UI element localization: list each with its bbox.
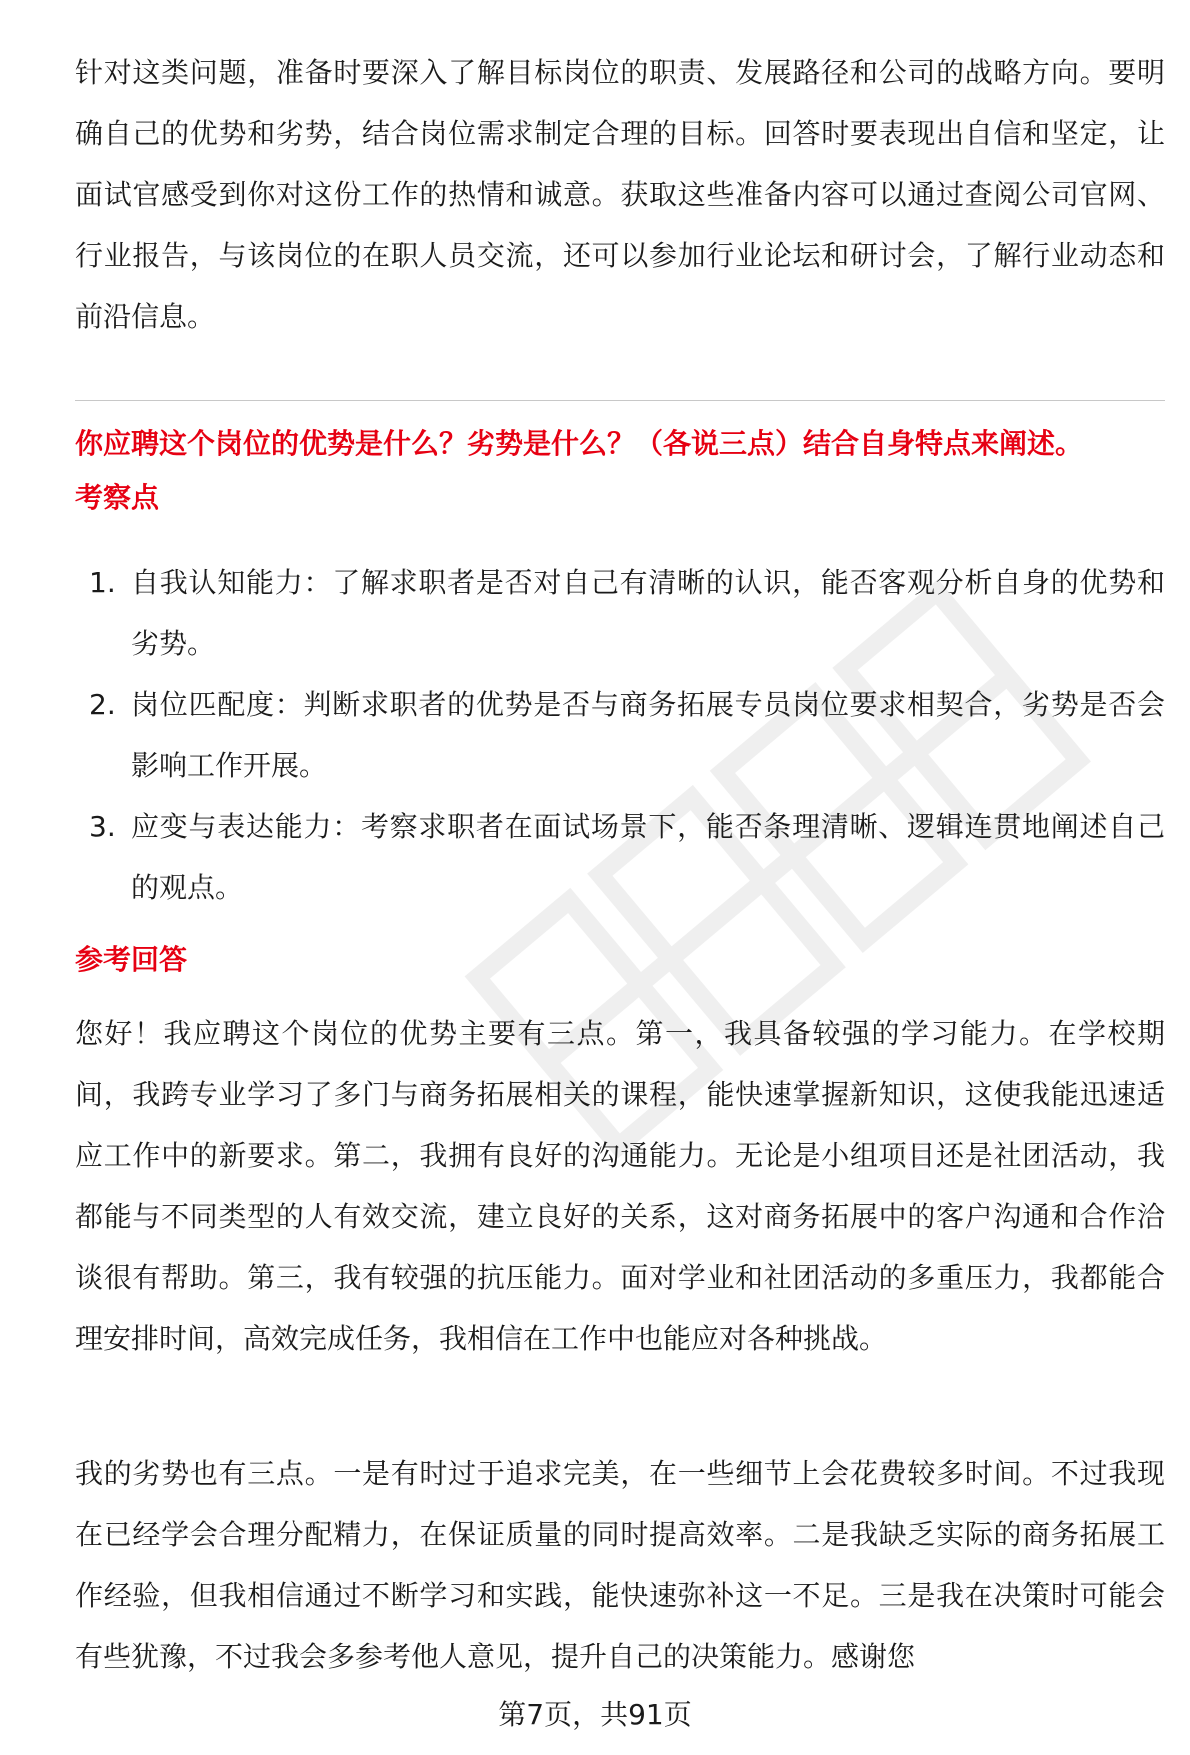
answer-paragraph-strengths: 您好！我应聘这个岗位的优势主要有三点。第一，我具备较强的学习能力。在学校期间，我跨专业学习了多门与商务拓展相关的课程，能快速掌握新知识，这使我能迅速适应工作中的新要求。第二，我拥有良好的沟通能力。无论是小组项目还是社团活动，我都能与不同类型的人有效交流，建立良好的关系，这对商务拓展中的客户沟通和合作洽谈很有帮助。第三，我有较强的抗压能力。面对学业和社团活动的多重压力，我都能合理安排时间，高效完成任务，我相信在工作中也能应对各种挑战。 xyxy=(75,1017,1165,1355)
list-item-text: 自我认知能力：了解求职者是否对自己有清晰的认识，能否客观分析自身的优势和劣势。 xyxy=(131,566,1165,660)
reference-answer-part1 xyxy=(75,1003,1165,1369)
answer-paragraph-weaknesses: 我的劣势也有三点。一是有时过于追求完美，在一些细节上会花费较多时间。不过我现在已经学会合理分配精力，在保证质量的同时提高效率。二是我缺乏实际的商务拓展工作经验，但我相信通过不断学习和实践，能快速弥补这一不足。三是我在决策时可能会有些犹豫，不过我会多参考他人意见，提升自己的决策能力。感谢您 xyxy=(75,1457,1165,1673)
reference-answer-part2 xyxy=(75,1443,1165,1687)
list-item xyxy=(75,552,1165,674)
list-item xyxy=(75,674,1165,796)
question-heading: 你应聘这个岗位的优势是什么？劣势是什么？（各说三点）结合自身特点来阐述。 xyxy=(75,427,1084,460)
list-item-number: 2. xyxy=(89,688,116,721)
list-item-text: 岗位匹配度：判断求职者的优势是否与商务拓展专员岗位要求相契合，劣势是否会影响工作开展。 xyxy=(131,688,1165,782)
list-item-number: 1. xyxy=(89,566,116,599)
page-footer: 第7页，共91页 xyxy=(498,1698,692,1731)
list-item-text: 应变与表达能力：考察求职者在面试场景下，能否条理清晰、逻辑连贯地阐述自己的观点。 xyxy=(131,810,1165,904)
section-divider xyxy=(75,400,1165,401)
assessment-title: 考察点 xyxy=(75,481,160,514)
intro-paragraph: 针对这类问题，准备时要深入了解目标岗位的职责、发展路径和公司的战略方向。要明确自己的优势和劣势，结合岗位需求制定合理的目标。回答时要表现出自信和坚定，让面试官感受到你对这份工作的热情和诚意。获取这些准备内容可以通过查阅公司官网、行业报告，与该岗位的在职人员交流，还可以参加行业论坛和研讨会，了解行业动态和前沿信息。 xyxy=(75,56,1165,333)
list-item-number: 3. xyxy=(89,810,116,843)
reference-title: 参考回答 xyxy=(75,943,188,976)
list-item xyxy=(75,796,1165,918)
assessment-list xyxy=(75,552,1165,918)
intro-section xyxy=(75,42,1165,347)
